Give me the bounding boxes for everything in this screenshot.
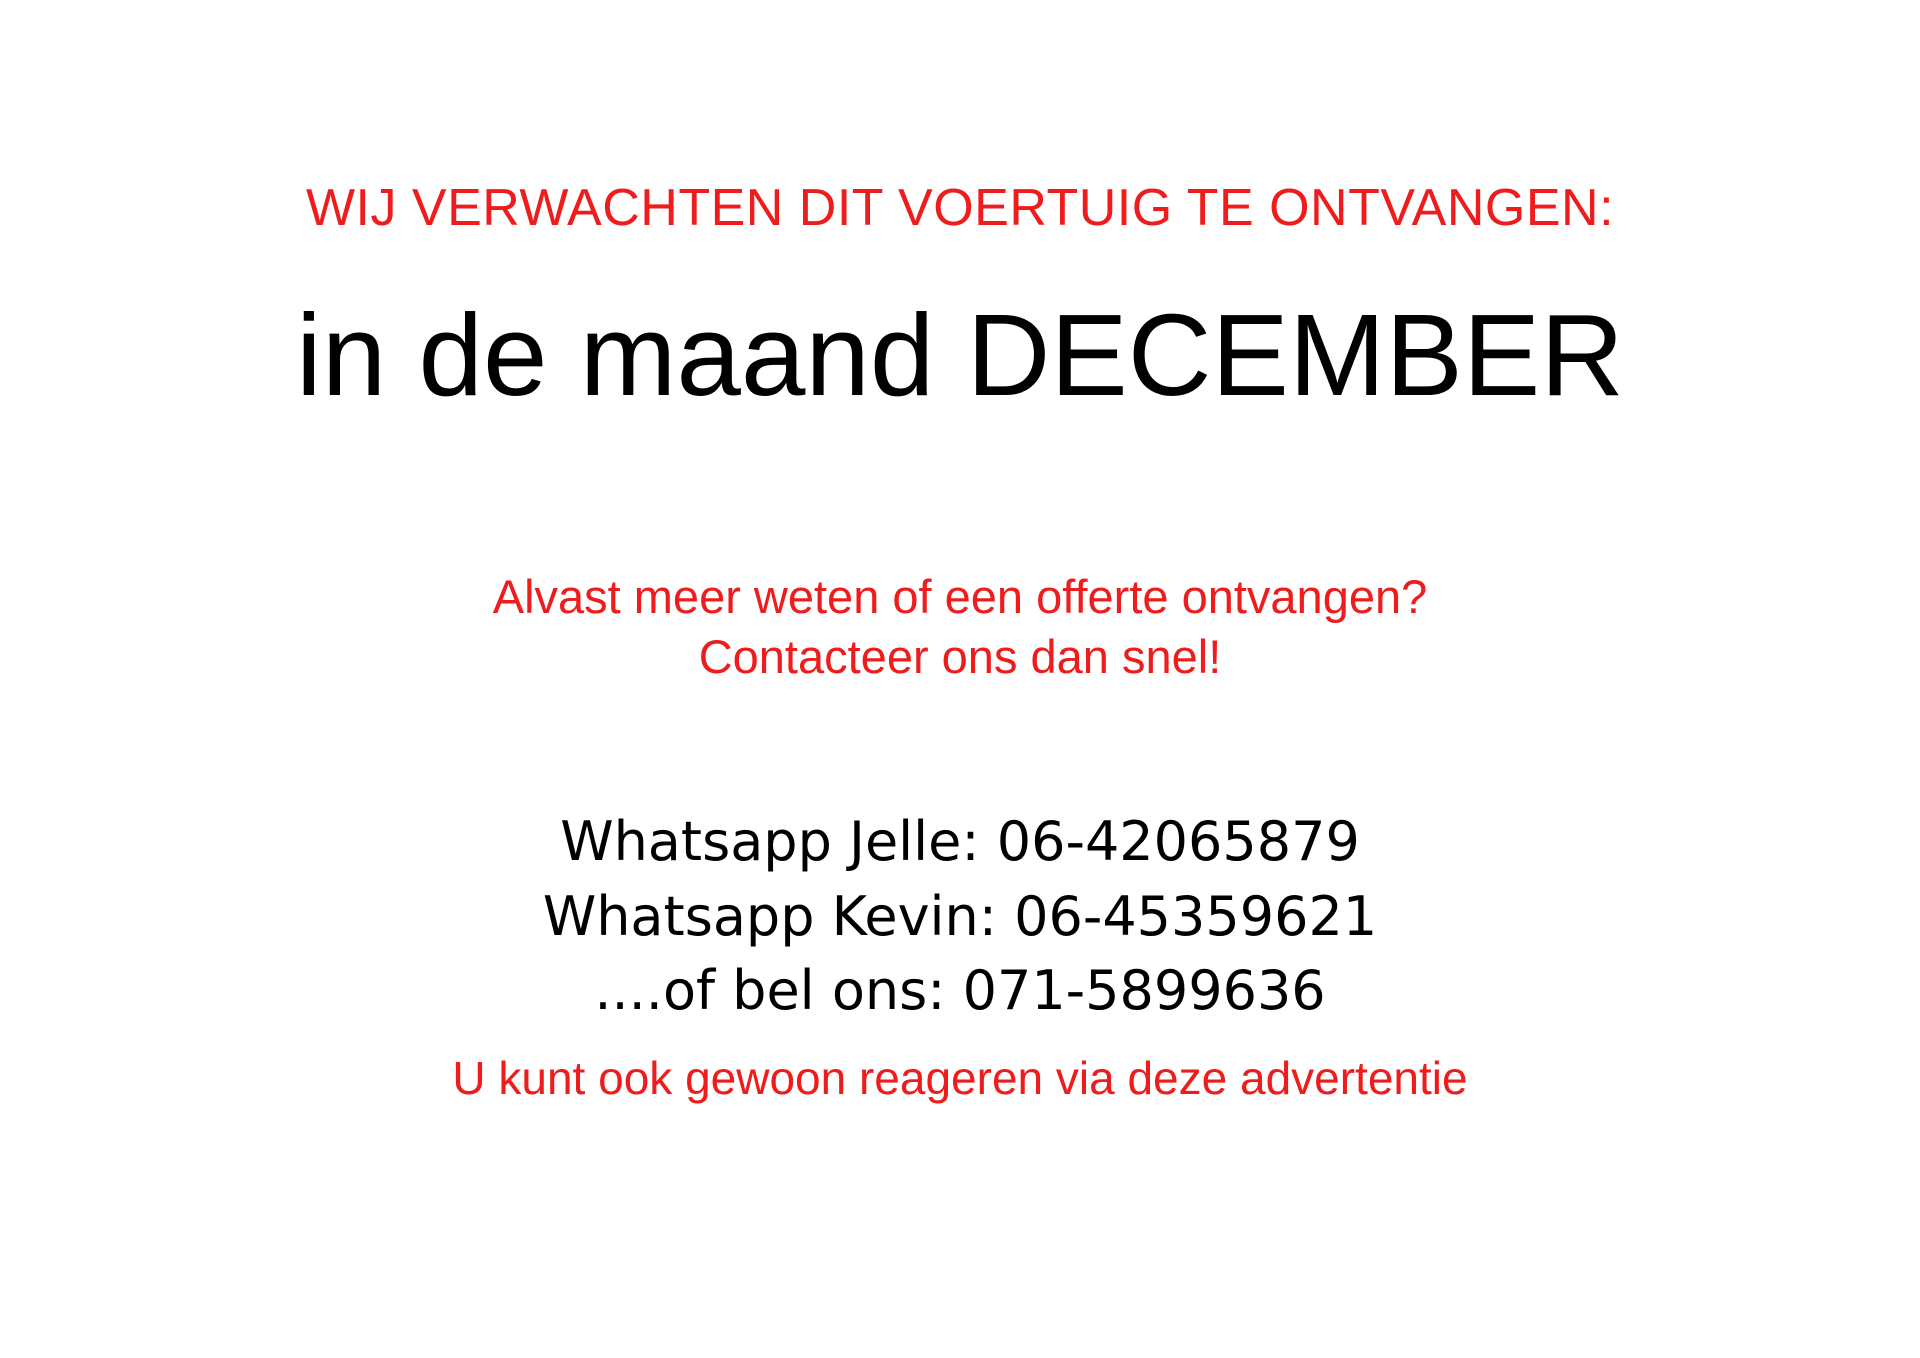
footer-note-text: U kunt ook gewoon reageren via deze advertentie (452, 1051, 1468, 1104)
subtext-line-1: Alvast meer weten of een offerte ontvangen? (492, 569, 1428, 623)
subtext-block (493, 567, 1428, 687)
contact-block (543, 805, 1377, 1029)
expected-month-text: in de maand DECEMBER (295, 290, 1625, 421)
contact-whatsapp-kevin: Whatsapp Kevin: 06-45359621 (542, 884, 1378, 948)
headline-text: WIJ VERWACHTEN DIT VOERTUIG TE ONTVANGEN: (305, 179, 1615, 237)
contact-phone: ....of bel ons: 071-5899636 (594, 959, 1326, 1023)
contact-whatsapp-jelle: Whatsapp Jelle: 06-42065879 (560, 810, 1360, 874)
subtext-line-2: Contacteer ons dan snel! (698, 630, 1222, 684)
